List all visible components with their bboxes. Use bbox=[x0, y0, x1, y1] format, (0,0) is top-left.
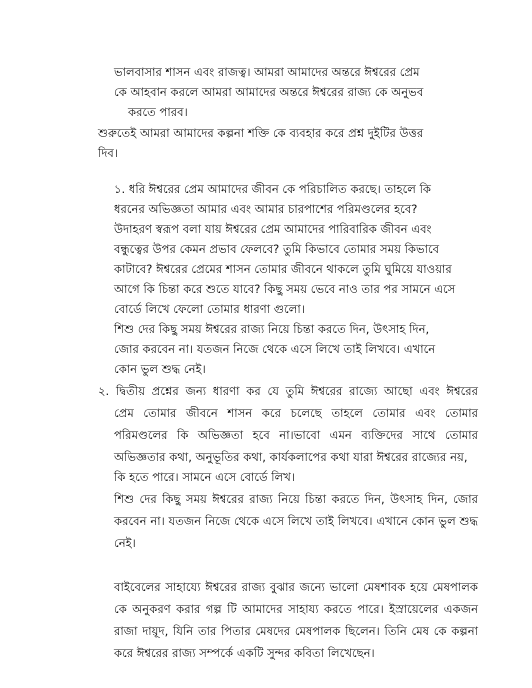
text-line: বাইবেলের সাহায্যে ঈশ্বরের রাজ্য বুঝার জন্যে ভালো মেষশাবক হয়ে মেষপালক bbox=[114, 580, 478, 594]
text-line: ১. ধরি ঈশ্বরের প্রেম আমাদের জীবন কে পরিচালিত করছে। তাহলে কি bbox=[114, 182, 432, 196]
text-line: ভালবাসার শাসন এবং রাজত্ব। আমরা আমাদের অন্তরে ঈশ্বরের প্রেম bbox=[114, 65, 420, 79]
text-line: কোন ভুল শুদ্ধ নেই। bbox=[114, 362, 206, 376]
text-line: অভিজ্ঞতার কথা, অনুভূতির কথা, কার্যকলাপের কথা যারা ঈশ্বরের রাজ্যের নয়, bbox=[114, 450, 468, 464]
text-line: শিশু দের কিছু সময় ঈশ্বরের রাজ্য নিয়ে চিন্তা করতে দিন, উৎসাহ দিন, জোর bbox=[114, 492, 478, 506]
text-line: প্রেম তোমার জীবনে শাসন করে চলেছে তাহলে তোমার এবং তোমার bbox=[114, 406, 478, 420]
text-line: শুরুতেই আমরা আমাদের কল্পনা শক্তি কে ব্যবহার করে প্রশ্ন দুইটির উত্তর bbox=[98, 126, 424, 140]
text-line: উদাহরণ স্বরূপ বলা যায় ঈশ্বরের প্রেম আমাদের পারিবারিক জীবন এবং bbox=[114, 222, 432, 236]
text-line: বন্ধুত্বের উপর কেমন প্রভাব ফেলবে? তুমি কিভাবে তোমার সময় কিভাবে bbox=[114, 242, 440, 256]
text-line: আগে কি চিন্তা করে শুতে যাবে? কিছু সময় ভেবে নাও তার পর সামনে এসে bbox=[114, 282, 456, 296]
text-line: জোর করবেন না। যতজন নিজে থেকে এসে লিখে তাই লিখবে। এখানে bbox=[114, 342, 436, 356]
text-line: দিব। bbox=[98, 146, 119, 160]
text-line: কে আহবান করলে আমরা আমাদের অন্তরে ঈশ্বরের রাজ্য কে অনুভব bbox=[114, 85, 424, 99]
text-line: কে অনুকরণ করার গল্প টি আমাদের সাহায্য করতে পারে। ইস্রায়েলের একজন bbox=[114, 602, 478, 616]
text-line: করে ঈশ্বরের রাজ্য সম্পর্কে একটি সুন্দর কবিতা লিখেছেন। bbox=[114, 646, 375, 660]
text-line: ধরনের অভিজ্ঞতা আমার এবং আমার চারপাশের পরিমণ্ডলের হবে? bbox=[114, 202, 418, 216]
text-line: ২. দ্বিতীয় প্রশ্নের জন্য ধারণা কর যে তুমি ঈশ্বরের রাজ্যে আছো এবং ঈশ্বরের bbox=[98, 384, 478, 398]
text-line: বোর্ডে লিখে ফেলো তোমার ধারণা গুলো। bbox=[114, 302, 305, 316]
text-line: কাটাবে? ঈশ্বরের প্রেমের শাসন তোমার জীবনে থাকলে তুমি ঘুমিয়ে যাওয়ার bbox=[114, 262, 452, 276]
text-line: শিশু দের কিছু সময় ঈশ্বরের রাজ্য নিয়ে চিন্তা করতে দিন, উৎসাহ দিন, bbox=[114, 322, 430, 336]
text-line: পরিমণ্ডলের কি অভিজ্ঞতা হবে না।ভাবো এমন ব্যক্তিদের সাথে তোমার bbox=[114, 428, 478, 442]
text-line: নেই। bbox=[114, 536, 136, 550]
text-line: রাজা দায়ূদ, যিনি তার পিতার মেষদের মেষপালক ছিলেন। তিনি মেষ কে কল্পনা bbox=[114, 624, 478, 638]
text-line: করবেন না। যতজন নিজে থেকে এসে লিখে তাই লিখবে। এখানে কোন ভুল শুদ্ধ bbox=[114, 514, 478, 528]
text-line: কি হতে পারে। সামনে এসে বোর্ডে লিখ। bbox=[114, 470, 296, 484]
text-line: করতে পারব। bbox=[128, 105, 188, 119]
